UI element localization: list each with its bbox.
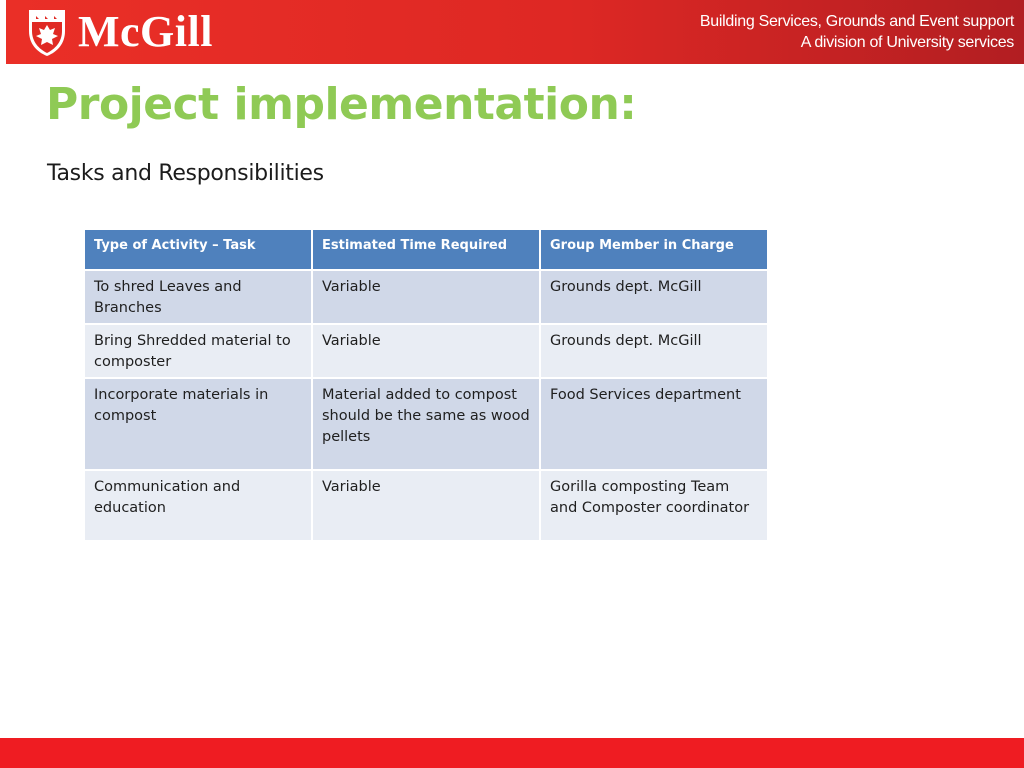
table-cell-time: Variable — [312, 324, 540, 378]
table-cell-member: Grounds dept. McGill — [540, 270, 767, 324]
table-header-row — [85, 230, 767, 270]
column-header-activity: Type of Activity – Task — [85, 230, 312, 270]
table-cell-member: Food Services department — [540, 378, 767, 470]
header-line-2: A division of University services — [800, 34, 1014, 51]
column-header-member: Group Member in Charge — [540, 230, 767, 270]
table-cell-time: Variable — [312, 270, 540, 324]
table-row — [85, 470, 767, 541]
table-cell-activity: Incorporate materials in compost — [85, 378, 312, 470]
column-header-time: Estimated Time Required — [312, 230, 540, 270]
table-cell-activity: Bring Shredded material to composter — [85, 324, 312, 378]
header-line-1: Building Services, Grounds and Event support — [699, 13, 1014, 30]
slide-subtitle: Tasks and Responsibilities — [47, 161, 324, 186]
slide-title: Project implementation: — [46, 79, 637, 130]
mcgill-crest-icon — [26, 7, 68, 57]
header-division-text — [700, 11, 1014, 53]
table-cell-activity: Communication and education — [85, 470, 312, 541]
footer-bar — [0, 738, 1024, 768]
table-cell-time: Variable — [312, 470, 540, 541]
table-row — [85, 270, 767, 324]
table-row — [85, 378, 767, 470]
table-cell-member: Grounds dept. McGill — [540, 324, 767, 378]
header-bar — [6, 0, 1024, 64]
mcgill-logo — [26, 7, 213, 57]
table-cell-member: Gorilla composting Team and Composter coordinator — [540, 470, 767, 541]
table-cell-time: Material added to compost should be the same as wood pellets — [312, 378, 540, 470]
logo-wordmark: McGill — [78, 7, 213, 56]
table-row — [85, 324, 767, 378]
table-cell-activity: To shred Leaves and Branches — [85, 270, 312, 324]
tasks-table — [85, 230, 767, 542]
